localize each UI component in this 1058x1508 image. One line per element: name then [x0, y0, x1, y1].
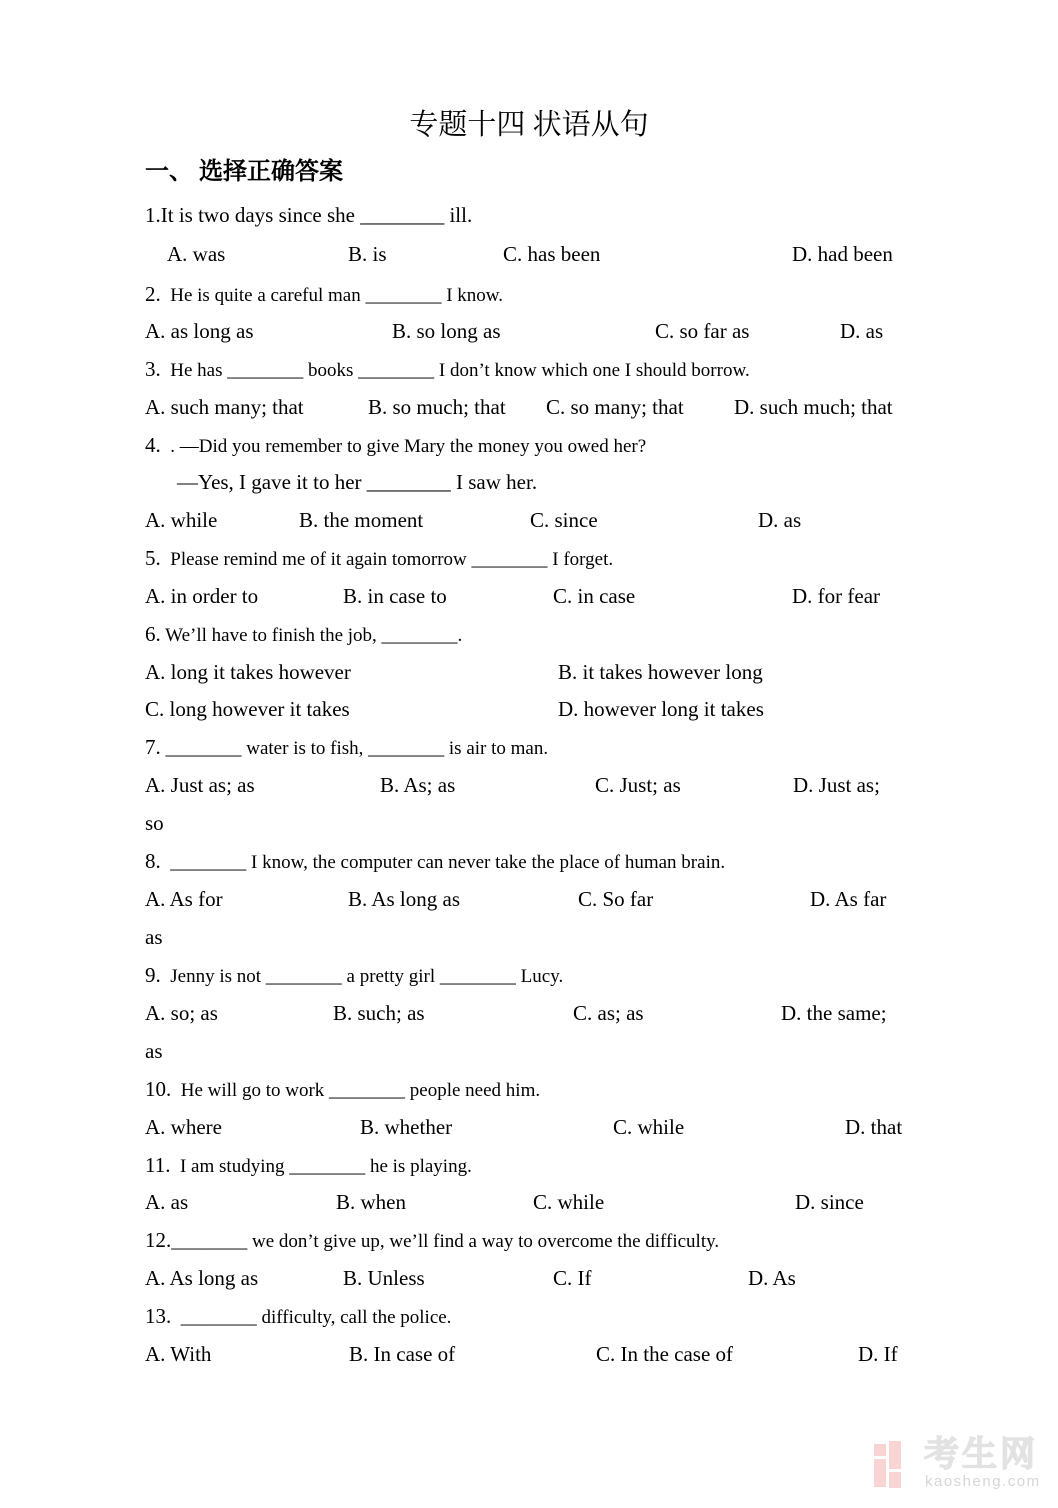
question-text: ________ water is to fish, ________ is air to man. [160, 738, 549, 759]
logo-block [874, 1459, 886, 1487]
watermark-domain-text: kaosheng.com [925, 1473, 1041, 1490]
question-11-stem [145, 1153, 472, 1179]
question-7-option-d-overflow: so [145, 811, 164, 835]
question-12-options [0, 1266, 1058, 1294]
question-text: ________ difficulty, call the police. [171, 1307, 452, 1328]
question-9-stem [145, 963, 563, 989]
option-4-a: A. while [145, 508, 218, 532]
question-7-options [0, 773, 1058, 801]
question-number: 8. [145, 849, 161, 873]
question-2-options [0, 319, 1058, 347]
question-number: 12. [145, 1228, 172, 1252]
option-12-c: C. If [553, 1266, 592, 1290]
option-10-b: B. whether [360, 1115, 453, 1139]
question-number: 1. [145, 203, 161, 227]
option-7-a: A. Just as; as [145, 773, 255, 797]
question-text: We’ll have to finish the job, ________. [160, 625, 463, 646]
option-2-d: D. as [840, 319, 884, 343]
option-8-c: C. So far [578, 887, 654, 911]
option-9-d: D. the same; [781, 1001, 887, 1025]
option-1-a: A. was [167, 242, 226, 266]
question-number: 10. [145, 1077, 172, 1101]
section-heading: 一、 选择正确答案 [145, 159, 343, 185]
question-text: He is quite a careful man ________ I know. [160, 285, 504, 306]
option-13-a: A. With [145, 1342, 212, 1366]
option-4-c: C. since [530, 508, 598, 532]
option-1-c: C. has been [503, 242, 601, 266]
question-text: ________ we don’t give up, we’ll find a way to overcome the difficulty. [171, 1231, 720, 1252]
question-11-options [0, 1190, 1058, 1218]
question-2-stem [145, 282, 503, 308]
option-6-c: C. long however it takes [145, 697, 350, 721]
option-11-a: A. as [145, 1190, 189, 1214]
option-11-d: D. since [795, 1190, 864, 1214]
question-text: . —Did you remember to give Mary the money you owed her? [160, 436, 647, 457]
question-7-stem [145, 735, 548, 761]
question-6-options-row1 [0, 660, 1058, 688]
option-1-d: D. had been [792, 242, 893, 266]
question-8-option-d-overflow: as [145, 925, 163, 949]
question-5-stem [145, 546, 613, 572]
option-9-c: C. as; as [573, 1001, 644, 1025]
question-4-stem-line2 [177, 470, 537, 495]
question-text: ________ I know, the computer can never take the place of human brain. [160, 852, 726, 873]
option-1-b: B. is [348, 242, 387, 266]
question-5-options [0, 584, 1058, 612]
option-6-d: D. however long it takes [558, 697, 764, 721]
option-3-a: A. such many; that [145, 395, 304, 419]
question-10-stem [145, 1077, 540, 1103]
option-11-c: C. while [533, 1190, 605, 1214]
question-number: 5. [145, 546, 161, 570]
question-3-stem [145, 357, 750, 383]
question-3-options [0, 395, 1058, 423]
option-10-d: D. that [845, 1115, 903, 1139]
question-9-options [0, 1001, 1058, 1029]
question-12-stem [145, 1228, 719, 1254]
question-4-stem [145, 433, 646, 459]
option-12-d: D. As [748, 1266, 796, 1290]
logo-block [889, 1441, 901, 1469]
option-2-b: B. so long as [392, 319, 501, 343]
question-text: Jenny is not ________ a pretty girl ________ Lucy. [160, 966, 564, 987]
question-1-options [0, 242, 1058, 270]
option-9-a: A. so; as [145, 1001, 218, 1025]
question-13-options [0, 1342, 1058, 1370]
question-number: 9. [145, 963, 161, 987]
question-6-options-row2 [0, 697, 1058, 725]
option-12-a: A. As long as [145, 1266, 259, 1290]
option-2-a: A. as long as [145, 319, 254, 343]
option-4-b: B. the moment [299, 508, 424, 532]
question-8-options [0, 887, 1058, 915]
question-10-options [0, 1115, 1058, 1143]
option-12-b: B. Unless [343, 1266, 425, 1290]
option-7-b: B. As; as [380, 773, 456, 797]
option-3-c: C. so many; that [546, 395, 684, 419]
option-7-c: C. Just; as [595, 773, 681, 797]
logo-block [874, 1444, 886, 1456]
question-text: He will go to work ________ people need him. [171, 1080, 541, 1101]
question-number: 6. [145, 622, 161, 646]
option-13-d: D. If [858, 1342, 898, 1366]
question-9-option-d-overflow: as [145, 1039, 163, 1063]
question-number: 3. [145, 357, 161, 381]
question-number: 2. [145, 282, 161, 306]
kaosheng-watermark [874, 1435, 1044, 1491]
option-8-d: D. As far [810, 887, 887, 911]
question-6-stem [145, 622, 462, 648]
question-number: 4. [145, 433, 161, 457]
question-text: He has ________ books ________ I don’t know which one I should borrow. [160, 360, 750, 381]
logo-block [889, 1472, 901, 1488]
question-number: 11. [145, 1153, 171, 1177]
option-5-b: B. in case to [343, 584, 447, 608]
option-8-b: B. As long as [348, 887, 461, 911]
option-5-a: A. in order to [145, 584, 259, 608]
option-3-d: D. such much; that [734, 395, 893, 419]
option-13-c: C. In the case of [596, 1342, 734, 1366]
option-7-d: D. Just as; [793, 773, 880, 797]
question-text: Please remind me of it again tomorrow ________ I forget. [160, 549, 614, 570]
question-text: It is two days since she ________ ill. [160, 203, 473, 227]
option-11-b: B. when [336, 1190, 406, 1214]
option-5-c: C. in case [553, 584, 636, 608]
option-2-c: C. so far as [655, 319, 750, 343]
option-4-d: D. as [758, 508, 802, 532]
option-13-b: B. In case of [349, 1342, 456, 1366]
question-13-stem [145, 1304, 451, 1330]
question-1-stem [145, 203, 472, 228]
question-8-stem [145, 849, 725, 875]
option-3-b: B. so much; that [368, 395, 506, 419]
option-10-a: A. where [145, 1115, 222, 1139]
question-text: —Yes, I gave it to her ________ I saw her. [177, 470, 538, 494]
question-number: 7. [145, 735, 161, 759]
option-10-c: C. while [613, 1115, 685, 1139]
page-title: 专题十四 状语从句 [409, 109, 649, 141]
option-5-d: D. for fear [792, 584, 881, 608]
watermark-brand-text: 考生网 [924, 1435, 1039, 1474]
question-4-options [0, 508, 1058, 536]
question-text: I am studying ________ he is playing. [170, 1156, 472, 1177]
question-number: 13. [145, 1304, 172, 1328]
option-6-b: B. it takes however long [558, 660, 763, 684]
option-9-b: B. such; as [333, 1001, 425, 1025]
option-8-a: A. As for [145, 887, 223, 911]
kaosheng-logo-icon [874, 1441, 901, 1488]
option-6-a: A. long it takes however [145, 660, 351, 684]
